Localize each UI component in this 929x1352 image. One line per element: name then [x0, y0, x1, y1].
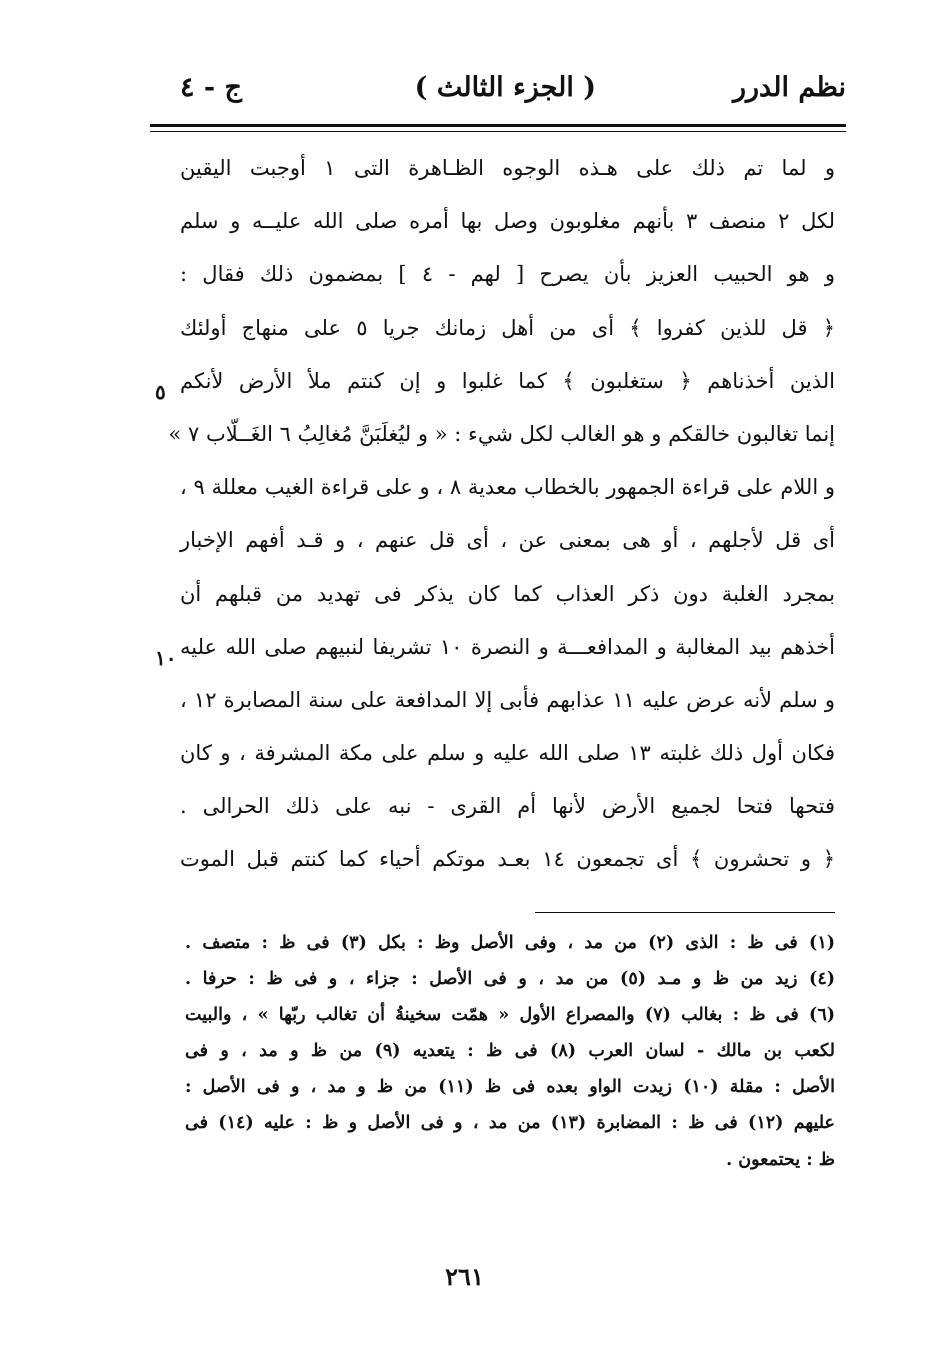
text-line: و سلم لأنه عرض عليه ١١ عذابهم فأبى إلا المدافعة على سنة المصابرة ١٢ ، [180, 687, 835, 712]
text-line: بمجرد الغلبة دون ذكر العذاب كما كان يذكر فى تهديد من قبلهم أن [180, 581, 835, 606]
text-line: ﴿ قل للذين كفروا ﴾ أى من أهل زمانك جريا ٥ على منهاج أولئك [180, 315, 836, 340]
text-line: و اللام على قراءة الجمهور بالخطاب معدية ٨ ، و على قراءة الغيب معللة ٩ ، [180, 475, 836, 500]
volume-title: ( الجزء الثالث ) [414, 72, 596, 103]
text-line: و هو الحبيب العزيز بأن يصرح [ لهم - ٤ ] بمضمون ذلك فقال : [180, 262, 835, 287]
line-number-5: ٥ [155, 380, 166, 404]
page-number: ٢٦١ [445, 1262, 484, 1291]
footnotes [185, 925, 835, 1178]
footnote-line: ظ : يحتمعون . [726, 1149, 835, 1170]
line-number-10: ١٠ [155, 646, 177, 670]
footnote-line: (٦) فى ظ : بغالب (٧) والمصراع الأول « همّت سخينةُ أن تغالب ربّها » ، والبيت [185, 1005, 835, 1026]
footnote-line: لكعب بن مالك - لسان العرب (٨) فى ظ : يتعديه (٩) من ظ و مد ، و فى [185, 1041, 835, 1062]
text-line: أخذهم بيد المغالبة و المدافعـــة و النصرة ١٠ تشريفا لنبيهم صلى الله عليه [180, 634, 835, 659]
footnote-line: الأصل : مقلة (١٠) زيدت الواو بعده فى ظ (١١) من ظ و مد ، و فى الأصل : [185, 1077, 836, 1098]
text-line: إنما تغالبون خالقكم و هو الغالب لكل شيء : « و ليُغلَبَنَّ مُغالِبُ ٦ الغَــلّاب ٧ » [168, 421, 835, 446]
footnote-line: (١) فى ظ : الذى (٢) من مد ، وفى الأصل وظ : بكل (٣) فى ظ : متصف . [185, 933, 835, 953]
footnote-line: (٤) زيد من ظ و مـد (٥) من مد ، و فى الأصل : جزاء ، و فى ظ : حرفا . [185, 969, 836, 990]
main-text [168, 142, 836, 887]
header-rule-thick [150, 124, 846, 127]
book-title: نظم الدرر [732, 72, 846, 103]
header-rule-thin [150, 131, 846, 132]
footnote-line: عليهم (١٢) فى ظ : المضابرة (١٣) من مد ، و فى الأصل و ظ : عليه (١٤) فى [185, 1113, 835, 1134]
volume-number: ج - ٤ [180, 72, 242, 103]
text-line: ﴿ و تحشرون ﴾ أى تجمعون ١٤ بعـد موتكم أحياء كما كنتم قبل الموت [180, 847, 835, 872]
text-line: فكان أول ذلك غلبته ١٣ صلى الله عليه و سلم على مكة المشرفة ، و كان [180, 741, 835, 766]
text-line: الذين أخذناهم ﴿ ستغلبون ﴾ كما غلبوا و إن كنتم ملأ الأرض لأنكم [180, 368, 835, 393]
text-line: أى قل لأجلهم ، أو هى بمعنى عن ، أى قل عنهم ، و قـد أفهم الإخبار [180, 528, 835, 553]
page-header [150, 72, 846, 122]
text-line: و لما تم ذلك على هـذه الوجوه الظـاهرة التى ١ أوجبت اليقين [180, 156, 836, 180]
footnote-separator [535, 912, 835, 913]
text-line: فتحها فتحا لجميع الأرض لأنها أم القرى - نبه على ذلك الحرالى . [180, 794, 835, 819]
text-line: لكل ٢ منصف ٣ بأنهم مغلوبون وصل بها أمره صلى الله عليــه و سلم [180, 209, 835, 234]
